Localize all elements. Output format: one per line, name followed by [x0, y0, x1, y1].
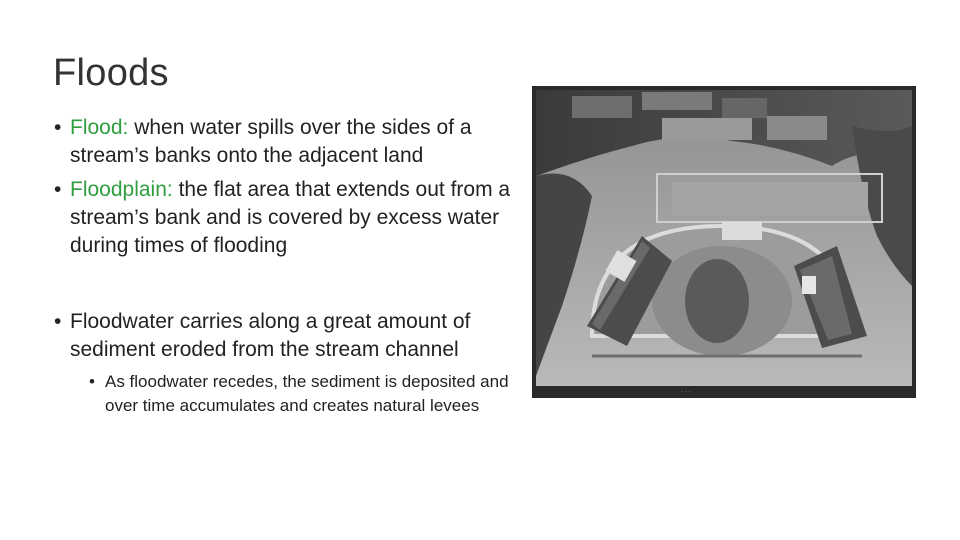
bullet-floodwater — [52, 308, 532, 364]
flood-term: Flood: — [70, 116, 129, 139]
sub-bullet-levees — [87, 370, 532, 418]
bullet-dot: • — [54, 116, 62, 139]
bullet-floodplain — [52, 176, 532, 260]
bullet-dot: • — [89, 372, 95, 391]
flooded-stadium-aerial-photo — [532, 86, 916, 398]
floodwater-text: Floodwater carries along a great amount of sediment eroded from the stream channel — [70, 310, 471, 361]
floodplain-term: Floodplain: — [70, 178, 173, 201]
svg-text:. . .: . . . — [682, 388, 691, 394]
bullet-flood — [52, 114, 532, 170]
bullet-dot: • — [54, 310, 62, 333]
levees-text: As floodwater recedes, the sediment is deposited and over time accumulates and creates natural levees — [105, 372, 509, 415]
floodplain-definition: the flat area that extends out from a stream’s bank and is covered by excess water during times of flooding — [70, 178, 511, 257]
bullet-list — [52, 114, 532, 424]
slide-title: Floods — [53, 52, 169, 94]
bullet-dot: • — [54, 178, 62, 201]
flood-definition: when water spills over the sides of a stream’s banks onto the adjacent land — [70, 116, 472, 167]
